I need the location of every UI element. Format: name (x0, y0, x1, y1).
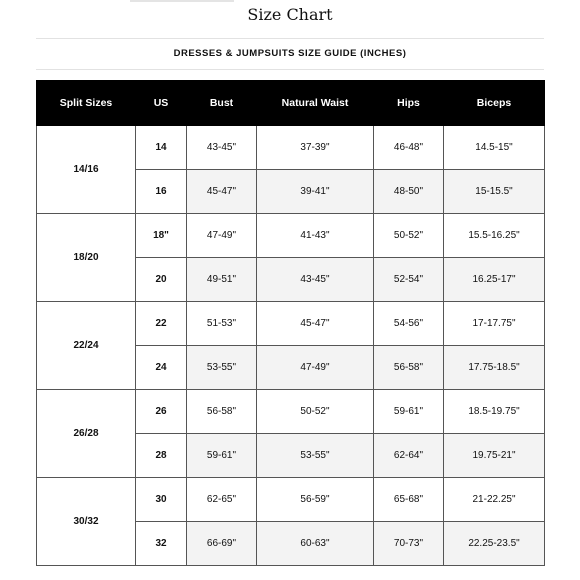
biceps-cell: 19.75-21" (444, 434, 545, 478)
us-size-cell: 14 (136, 126, 187, 170)
hips-cell: 70-73" (374, 522, 444, 566)
us-size-cell: 32 (136, 522, 187, 566)
table-row (37, 390, 545, 434)
split-size-cell: 30/32 (37, 478, 136, 566)
table-row (37, 126, 545, 170)
bust-cell: 49-51" (187, 258, 257, 302)
size-chart-table (36, 80, 545, 566)
waist-cell: 41-43" (257, 214, 374, 258)
bust-cell: 56-58" (187, 390, 257, 434)
hips-cell: 59-61" (374, 390, 444, 434)
biceps-cell: 18.5-19.75" (444, 390, 545, 434)
table-row (37, 214, 545, 258)
bust-cell: 66-69" (187, 522, 257, 566)
biceps-cell: 14.5-15" (444, 126, 545, 170)
header-biceps: Biceps (444, 81, 545, 126)
table-row (37, 302, 545, 346)
waist-cell: 39-41" (257, 170, 374, 214)
header-hips: Hips (374, 81, 444, 126)
waist-cell: 37-39" (257, 126, 374, 170)
waist-cell: 47-49" (257, 346, 374, 390)
header-bust: Bust (187, 81, 257, 126)
biceps-cell: 17-17.75" (444, 302, 545, 346)
us-size-cell: 20 (136, 258, 187, 302)
bust-cell: 43-45" (187, 126, 257, 170)
size-guide-title: DRESSES & JUMPSUITS SIZE GUIDE (INCHES) (173, 48, 407, 59)
hips-cell: 50-52" (374, 214, 444, 258)
bust-cell: 45-47" (187, 170, 257, 214)
page-title: Size Chart (247, 5, 333, 24)
us-size-cell: 28 (136, 434, 187, 478)
split-size-cell: 14/16 (37, 126, 136, 214)
split-size-cell: 26/28 (37, 390, 136, 478)
biceps-cell: 15-15.5" (444, 170, 545, 214)
bust-cell: 51-53" (187, 302, 257, 346)
hips-cell: 65-68" (374, 478, 444, 522)
us-size-cell: 30 (136, 478, 187, 522)
us-size-cell: 26 (136, 390, 187, 434)
header-natural-waist: Natural Waist (257, 81, 374, 126)
hips-cell: 48-50" (374, 170, 444, 214)
biceps-cell: 17.75-18.5" (444, 346, 545, 390)
table-header-row (37, 81, 545, 126)
divider-bottom (36, 69, 544, 70)
us-size-cell: 24 (136, 346, 187, 390)
waist-cell: 60-63" (257, 522, 374, 566)
waist-cell: 53-55" (257, 434, 374, 478)
bust-cell: 59-61" (187, 434, 257, 478)
us-size-cell: 18" (136, 214, 187, 258)
bust-cell: 53-55" (187, 346, 257, 390)
waist-cell: 50-52" (257, 390, 374, 434)
bust-cell: 47-49" (187, 214, 257, 258)
split-size-cell: 18/20 (37, 214, 136, 302)
biceps-cell: 15.5-16.25" (444, 214, 545, 258)
waist-cell: 43-45" (257, 258, 374, 302)
table-row (37, 478, 545, 522)
biceps-cell: 21-22.25" (444, 478, 545, 522)
hips-cell: 46-48" (374, 126, 444, 170)
bust-cell: 62-65" (187, 478, 257, 522)
us-size-cell: 22 (136, 302, 187, 346)
hips-cell: 52-54" (374, 258, 444, 302)
header-us: US (136, 81, 187, 126)
biceps-cell: 22.25-23.5" (444, 522, 545, 566)
biceps-cell: 16.25-17" (444, 258, 545, 302)
waist-cell: 45-47" (257, 302, 374, 346)
header-split-sizes: Split Sizes (37, 81, 136, 126)
hips-cell: 54-56" (374, 302, 444, 346)
hips-cell: 56-58" (374, 346, 444, 390)
hips-cell: 62-64" (374, 434, 444, 478)
split-size-cell: 22/24 (37, 302, 136, 390)
waist-cell: 56-59" (257, 478, 374, 522)
us-size-cell: 16 (136, 170, 187, 214)
